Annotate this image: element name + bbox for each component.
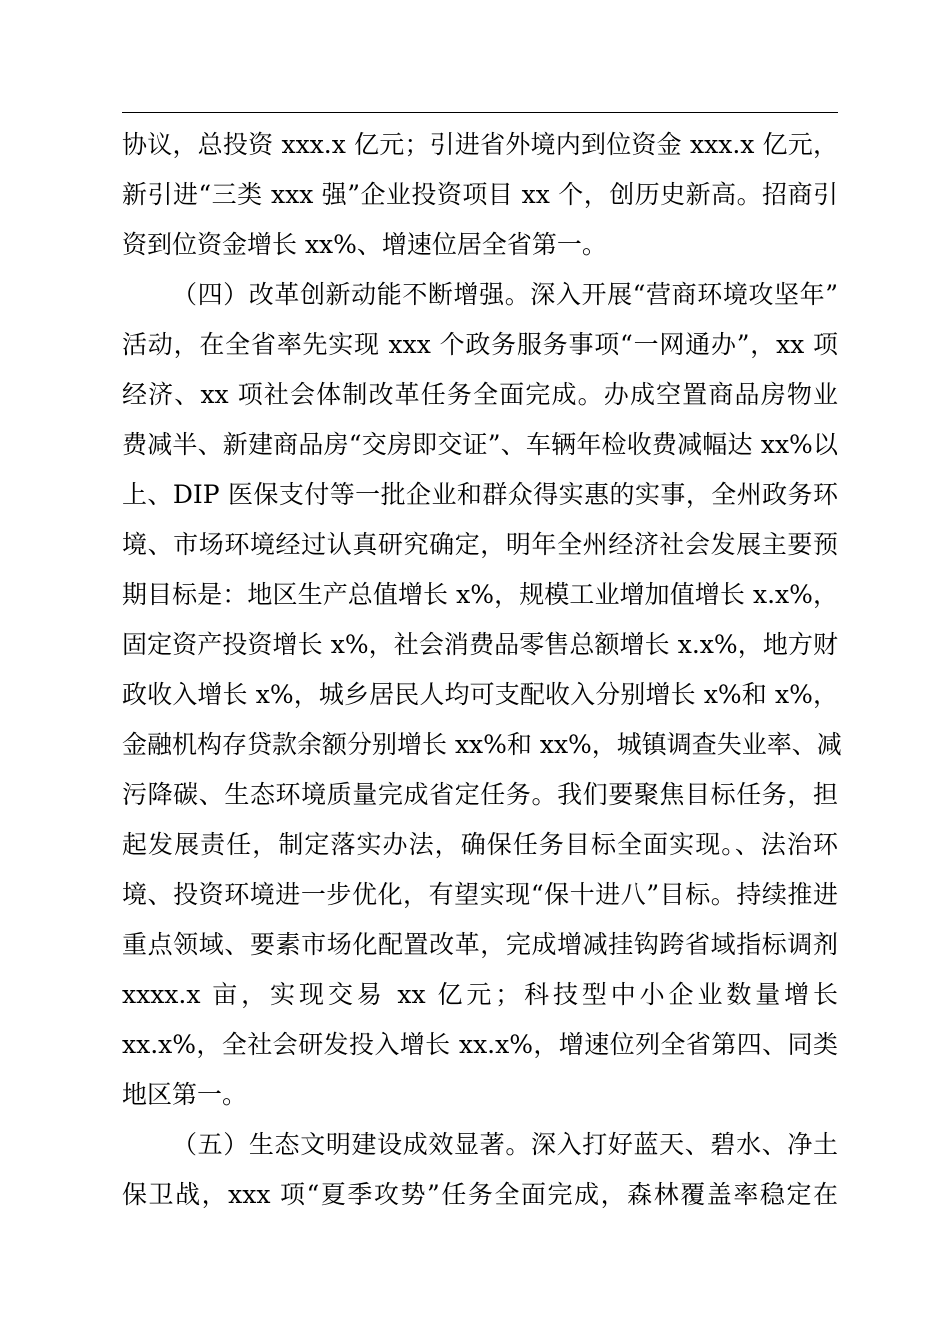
text-line: 境、市场环境经过认真研究确定，明年全州经济社会发展主要预 xyxy=(122,530,838,559)
text-line: 费减半、新建商品房“交房即交证”、车辆年检收费减幅达 xx%以 xyxy=(122,430,838,459)
header-rule xyxy=(122,112,838,113)
text-line: 新引进“三类 xxx 强”企业投资项目 xx 个，创历史新高。招商引 xyxy=(122,180,838,209)
text-line: 资到位资金增长 xx%、增速位居全省第一。 xyxy=(122,230,607,259)
text-line: 上、DIP 医保支付等一批企业和群众得实惠的实事，全州政务环 xyxy=(122,480,838,509)
section-heading-line: （五）生态文明建设成效显著。深入打好蓝天、碧水、净土 xyxy=(172,1130,838,1159)
text-line: 保卫战，xxx 项“夏季攻势”任务全面完成，森林覆盖率稳定在 xyxy=(122,1180,838,1209)
text-line: 金融机构存贷款余额分别增长 xx%和 xx%，城镇调查失业率、减 xyxy=(122,730,842,759)
text-line: 期目标是：地区生产总值增长 x%，规模工业增加值增长 x.x%， xyxy=(122,580,838,609)
text-line: 污降碳、生态环境质量完成省定任务。我们要聚焦目标任务，担 xyxy=(122,780,838,809)
section-heading-line: （四）改革创新动能不断增强。深入开展“营商环境攻坚年” xyxy=(172,280,838,309)
text-line: 重点领域、要素市场化配置改革，完成增减挂钩跨省域指标调剂 xyxy=(122,930,838,959)
document-body xyxy=(122,120,842,1220)
text-line: 地区第一。 xyxy=(122,1080,248,1109)
text-line: xxxx.x 亩，实现交易 xx 亿元；科技型中小企业数量增长 xyxy=(122,980,838,1009)
text-line: 固定资产投资增长 x%，社会消费品零售总额增长 x.x%，地方财 xyxy=(122,630,838,659)
text-line: 政收入增长 x%，城乡居民人均可支配收入分别增长 x%和 x%， xyxy=(122,680,838,709)
text-line: 起发展责任，制定落实办法，确保任务目标全面实现。、法治环 xyxy=(122,830,838,859)
text-line: 经济、xx 项社会体制改革任务全面完成。办成空置商品房物业 xyxy=(122,380,838,409)
text-line: 协议，总投资 xxx.x 亿元；引进省外境内到位资金 xxx.x 亿元， xyxy=(122,130,838,159)
text-line: xx.x%，全社会研发投入增长 xx.x%，增速位列全省第四、同类 xyxy=(122,1030,838,1059)
text-line: 境、投资环境进一步优化，有望实现“保十进八”目标。持续推进 xyxy=(122,880,838,909)
text-line: 活动，在全省率先实现 xxx 个政务服务事项“一网通办”，xx 项 xyxy=(122,330,838,359)
